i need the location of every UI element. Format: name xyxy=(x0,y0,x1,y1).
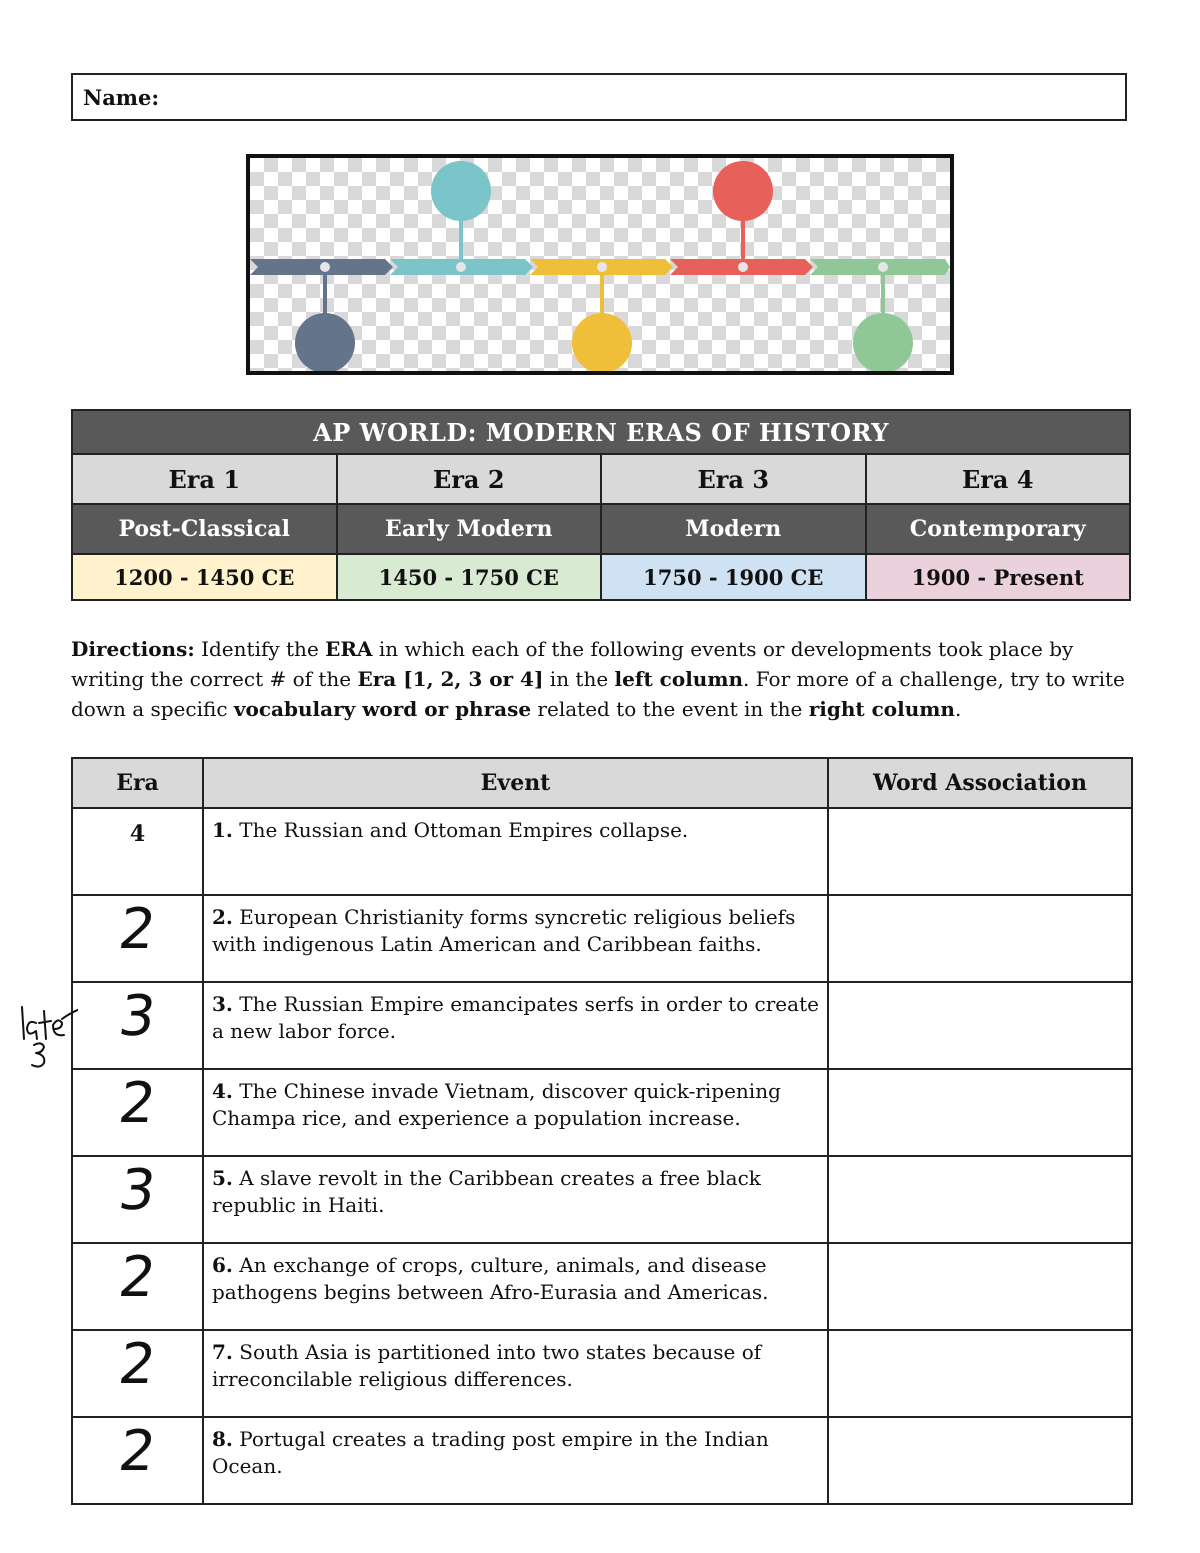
table-row xyxy=(72,1417,1132,1504)
table-row xyxy=(72,895,1132,982)
eras-table xyxy=(71,409,1131,601)
directions-part: in the xyxy=(543,667,615,691)
handwritten-answer: 2 xyxy=(114,1071,160,1136)
handwritten-answer: 2 xyxy=(114,897,160,962)
event-cell xyxy=(203,808,828,895)
era-answer-cell[interactable] xyxy=(72,982,203,1069)
handwritten-margin-note xyxy=(18,995,78,1075)
era-4-dates: 1900 - Present xyxy=(866,554,1131,600)
timeline-node-4 xyxy=(713,161,773,221)
event-number: 8. xyxy=(212,1427,233,1451)
word-association-cell[interactable] xyxy=(828,808,1132,895)
era-4-name: Contemporary xyxy=(866,504,1131,554)
event-cell xyxy=(203,895,828,982)
header-event: Event xyxy=(203,758,828,808)
era-answer-cell[interactable] xyxy=(72,1069,203,1156)
event-number: 1. xyxy=(212,818,233,842)
era-answer-cell[interactable] xyxy=(72,1243,203,1330)
table-row xyxy=(72,1069,1132,1156)
event-cell xyxy=(203,1069,828,1156)
table-row xyxy=(72,808,1132,895)
event-number: 5. xyxy=(212,1166,233,1190)
directions-text xyxy=(71,634,1131,724)
handwritten-answer: 2 xyxy=(114,1245,160,1310)
word-association-cell[interactable] xyxy=(828,1330,1132,1417)
directions-part: Identify the xyxy=(194,637,326,661)
era-3-dates: 1750 - 1900 CE xyxy=(601,554,866,600)
era-answer-cell[interactable] xyxy=(72,1330,203,1417)
era-2-name: Early Modern xyxy=(337,504,602,554)
handwritten-answer: 2 xyxy=(114,1419,160,1484)
word-association-cell[interactable] xyxy=(828,1417,1132,1504)
word-association-cell[interactable] xyxy=(828,1243,1132,1330)
table-row xyxy=(72,1330,1132,1417)
directions-bold: Era [1, 2, 3 or 4] xyxy=(357,667,544,691)
timeline-svg xyxy=(250,158,950,371)
event-cell xyxy=(203,1156,828,1243)
era-answer-cell[interactable] xyxy=(72,895,203,982)
era-3-label: Era 3 xyxy=(601,454,866,504)
event-cell xyxy=(203,1243,828,1330)
event-text: The Russian Empire emancipates serfs in order to create a new labor force. xyxy=(212,992,819,1043)
event-text: An exchange of crops, culture, animals, and disease pathogens begins between Afro-Eurasia and Americas. xyxy=(212,1253,769,1304)
event-text: The Chinese invade Vietnam, discover quick-ripening Champa rice, and experience a population increase. xyxy=(212,1079,781,1130)
directions-bold: ERA xyxy=(325,637,373,661)
handwritten-answer: 3 xyxy=(114,1158,160,1223)
table-row xyxy=(72,1156,1132,1243)
directions-part: . xyxy=(954,697,962,721)
table-row xyxy=(72,1243,1132,1330)
name-field[interactable] xyxy=(71,73,1127,121)
timeline-node-1 xyxy=(295,313,355,371)
directions-bold: left column xyxy=(614,667,744,691)
era-1-name: Post-Classical xyxy=(72,504,337,554)
event-text: Portugal creates a trading post empire in the Indian Ocean. xyxy=(212,1427,769,1478)
event-cell xyxy=(203,982,828,1069)
word-association-cell[interactable] xyxy=(828,1156,1132,1243)
timeline-graphic xyxy=(246,154,954,375)
directions-lead: Directions: xyxy=(71,637,195,661)
events-table xyxy=(71,757,1133,1505)
era-1-dates: 1200 - 1450 CE xyxy=(72,554,337,600)
event-cell xyxy=(203,1330,828,1417)
era-answer-cell[interactable] xyxy=(72,808,203,895)
timeline-node-2 xyxy=(431,161,491,221)
era-answer-cell[interactable] xyxy=(72,1156,203,1243)
event-cell xyxy=(203,1417,828,1504)
handwritten-answer: 2 xyxy=(114,1332,160,1397)
timeline-node-5 xyxy=(853,313,913,371)
era-answer: 4 xyxy=(129,821,146,847)
event-number: 2. xyxy=(212,905,233,929)
era-2-label: Era 2 xyxy=(337,454,602,504)
event-number: 7. xyxy=(212,1340,233,1364)
event-number: 4. xyxy=(212,1079,233,1103)
era-1-label: Era 1 xyxy=(72,454,337,504)
event-text: A slave revolt in the Caribbean creates a free black republic in Haiti. xyxy=(212,1166,761,1217)
eras-table-title: AP WORLD: MODERN ERAS OF HISTORY xyxy=(72,410,1130,454)
event-text: The Russian and Ottoman Empires collapse. xyxy=(232,818,689,842)
directions-part: . For more of a challenge, try to write down a specific xyxy=(71,667,1125,721)
event-text: South Asia is partitioned into two states because of irreconcilable religious differences. xyxy=(212,1340,762,1391)
timeline-node-3 xyxy=(572,313,632,371)
word-association-cell[interactable] xyxy=(828,1069,1132,1156)
event-text: European Christianity forms syncretic religious beliefs with indigenous Latin American and Caribbean faiths. xyxy=(212,905,796,956)
handwritten-answer: 3 xyxy=(114,984,160,1049)
name-label: Name: xyxy=(83,84,160,110)
table-row xyxy=(72,982,1132,1069)
directions-bold: right column xyxy=(808,697,955,721)
header-era: Era xyxy=(72,758,203,808)
directions-bold: vocabulary word or phrase xyxy=(233,697,532,721)
header-word-association: Word Association xyxy=(828,758,1132,808)
word-association-cell[interactable] xyxy=(828,895,1132,982)
era-4-label: Era 4 xyxy=(866,454,1131,504)
word-association-cell[interactable] xyxy=(828,982,1132,1069)
directions-part: related to the event in the xyxy=(531,697,809,721)
event-number: 3. xyxy=(212,992,233,1016)
era-3-name: Modern xyxy=(601,504,866,554)
era-answer-cell[interactable] xyxy=(72,1417,203,1504)
event-number: 6. xyxy=(212,1253,233,1277)
directions-part: in which each of the following events or developments took place by writing the correct # of the xyxy=(71,637,1074,691)
era-2-dates: 1450 - 1750 CE xyxy=(337,554,602,600)
